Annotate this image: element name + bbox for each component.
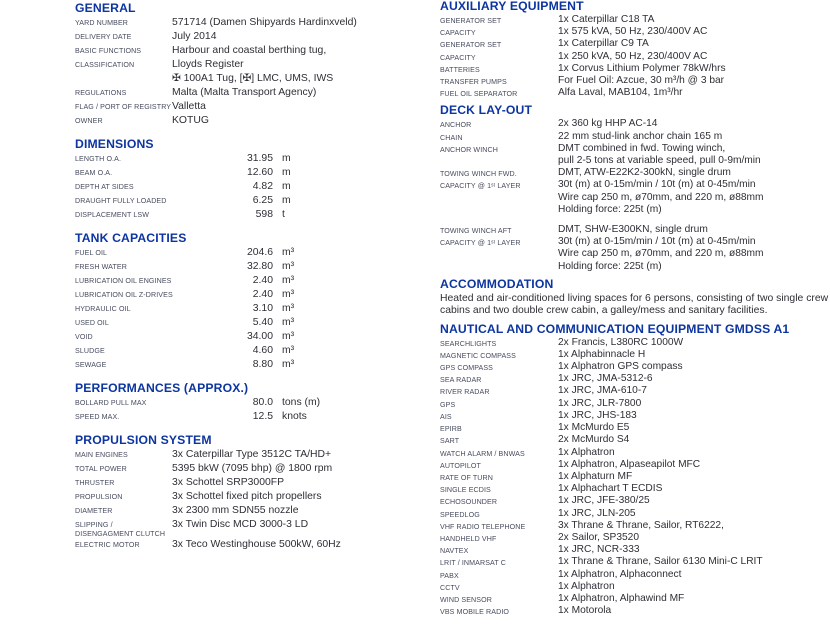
spec-row	[440, 38, 830, 50]
section-title: AUXILIARY EQUIPMENT	[440, 0, 584, 13]
spec-row	[440, 569, 830, 581]
spec-label: DRAUGHT FULLY LOADED	[75, 197, 167, 205]
spec-label: CHAIN	[440, 133, 463, 142]
spec-value	[172, 16, 431, 30]
spec-value-line: 1x Alphachart T ECDIS	[558, 483, 663, 495]
spec-value-number: 6.25	[252, 195, 273, 206]
spec-label: DISPLACEMENT LSW	[75, 211, 149, 219]
spec-value-unit: t	[282, 209, 285, 220]
spec-value-line: Alfa Laval, MAB104, 1m³/hr	[558, 87, 683, 99]
spec-row	[440, 75, 830, 87]
spec-label: EPIRB	[440, 425, 462, 434]
spec-value-line: 1x JRC, JFE-380/25	[558, 495, 650, 507]
section-tank-capacities	[75, 232, 431, 372]
spec-row	[75, 208, 431, 222]
spec-label: CAPACITY	[440, 53, 476, 62]
spec-row	[75, 504, 431, 518]
spec-label: RATE OF TURN	[440, 473, 493, 482]
spec-label: VBS MOBILE RADIO	[440, 608, 510, 617]
spec-value	[558, 179, 830, 216]
spec-value-number: 3.10	[252, 303, 273, 314]
spec-value	[172, 538, 431, 552]
spec-value	[558, 361, 830, 373]
spec-label: TRANSFER PUMPS	[440, 78, 507, 87]
spec-value	[558, 471, 830, 483]
spec-value-unit: m³	[282, 247, 295, 258]
section-propulsion-system	[75, 434, 431, 552]
spec-label: FLAG / PORT OF REGISTRY	[75, 103, 172, 111]
spec-value-line: 1x Corvus Lithium Polymer 78kW/hrs	[558, 62, 726, 74]
spec-value-line: 1x Alphatron	[558, 446, 615, 458]
spec-label: BOLLARD PULL MAX	[75, 399, 147, 407]
spec-label: SPEED MAX.	[75, 413, 120, 421]
spec-value	[558, 520, 830, 532]
spec-value-line: KOTUG	[172, 115, 209, 126]
right-column	[440, 0, 830, 622]
spec-value	[558, 349, 830, 361]
spec-row	[440, 51, 830, 63]
spec-label: ECHOSOUNDER	[440, 498, 498, 507]
spec-value-number: 4.82	[252, 181, 273, 192]
spec-value	[558, 26, 830, 38]
spec-row	[75, 302, 431, 316]
spec-value-number: 598	[255, 209, 273, 220]
spec-row	[440, 26, 830, 38]
spec-row	[75, 538, 431, 552]
left-column	[75, 0, 431, 562]
spec-row	[75, 166, 431, 180]
spec-value	[558, 434, 830, 446]
spec-label: FUEL OIL	[75, 249, 108, 257]
spec-value-unit: tons (m)	[282, 397, 321, 408]
spec-value-line: For Fuel Oil: Azcue, 30 m³/h @ 3 bar	[558, 75, 725, 87]
spec-value	[558, 75, 830, 87]
spec-value	[172, 504, 431, 518]
spec-value	[558, 532, 830, 544]
spec-value-line: Wire cap 250 m, ø70mm, and 220 m, ø88mm	[558, 191, 764, 203]
spec-value-line: 2x Francis, L380RC 1000W	[558, 336, 684, 348]
spec-value	[172, 44, 431, 58]
spec-value-line: Harbour and coastal berthing tug,	[172, 45, 327, 56]
section-dimensions	[75, 138, 431, 222]
spec-row	[440, 337, 830, 349]
spec-value-line: 1x Thrane & Thrane, Sailor 6130 Mini-C LRIT	[558, 556, 763, 568]
spec-row	[75, 194, 431, 208]
spec-value-unit: m³	[282, 359, 295, 370]
spec-value	[172, 30, 431, 44]
spec-label: CAPACITY	[440, 29, 476, 38]
spec-row	[440, 459, 830, 471]
spec-value-line: 1x Motorola	[558, 605, 612, 617]
spec-row	[440, 483, 830, 495]
spec-label: USED OIL	[75, 319, 109, 327]
spec-row	[75, 100, 431, 114]
spec-value	[558, 131, 830, 143]
spec-row	[440, 434, 830, 446]
spec-row	[75, 30, 431, 44]
spec-value	[558, 385, 830, 397]
spec-row	[440, 131, 830, 143]
spec-row	[440, 236, 830, 273]
spec-label: WATCH ALARM / BNWAS	[440, 449, 525, 458]
spec-label: LRIT / INMARSAT C	[440, 559, 506, 568]
spec-value-line: 1x 575 kVA, 50 Hz, 230/400V AC	[558, 26, 708, 38]
spec-label: ANCHOR	[440, 121, 472, 130]
spec-row	[440, 508, 830, 520]
spec-label: AUTOPILOT	[440, 461, 481, 470]
spec-value-number: 31.95	[246, 153, 273, 164]
section-title: DIMENSIONS	[75, 137, 154, 151]
spec-label: SEA RADAR	[440, 376, 482, 385]
spec-value-unit: m³	[282, 345, 295, 356]
spec-value	[558, 51, 830, 63]
spec-row	[75, 358, 431, 372]
spec-label: BASIC FUNCTIONS	[75, 47, 142, 55]
section-title: PROPULSION SYSTEM	[75, 433, 212, 447]
spec-row	[75, 448, 431, 462]
spec-value	[558, 422, 830, 434]
spec-label: GPS	[440, 400, 456, 409]
section-accommodation	[440, 278, 830, 318]
spec-value	[558, 337, 830, 349]
spec-value-line: 1x Caterpillar C9 TA	[558, 38, 649, 50]
spec-value-line: 30t (m) at 0-15m/min / 10t (m) at 0-45m/min	[558, 236, 756, 248]
spec-row	[75, 462, 431, 476]
spec-row	[440, 349, 830, 361]
spec-label: WIND SENSOR	[440, 595, 492, 604]
spec-value-line: 2x Sailor, SP3520	[558, 531, 639, 543]
spec-label: FUEL OIL SEPARATOR	[440, 90, 518, 99]
spec-value-unit: m³	[282, 261, 295, 272]
spec-label: BATTERIES	[440, 65, 480, 74]
section-performances-approx	[75, 382, 431, 424]
spec-label: DEPTH AT SIDES	[75, 183, 134, 191]
spec-row	[440, 373, 830, 385]
spec-value-line: 1x 250 kVA, 50 Hz, 230/400V AC	[558, 50, 708, 62]
spec-row	[440, 87, 830, 99]
spec-row	[440, 224, 830, 236]
spec-value	[172, 518, 431, 532]
spec-value-unit: m	[282, 167, 291, 178]
spec-value-unit: m	[282, 195, 291, 206]
spec-label: YARD NUMBER	[75, 19, 128, 27]
spec-value	[558, 495, 830, 507]
spec-value-number: 80.0	[252, 397, 273, 408]
spec-value	[172, 448, 431, 462]
spec-value-line: 22 mm stud-link anchor chain 165 m	[558, 130, 723, 142]
spec-label: GENERATOR SET	[440, 41, 502, 50]
spec-label: SINGLE ECDIS	[440, 486, 491, 495]
spec-row	[75, 58, 431, 86]
spec-value	[172, 114, 431, 128]
spec-value	[558, 224, 830, 236]
spec-label: LUBRICATION OIL Z-DRIVES	[75, 291, 173, 299]
section-nautical-and-communication-equipment-gmdss-a1	[440, 323, 830, 618]
spec-value-line: 1x Alphatron, Alphawind MF	[558, 592, 685, 604]
spec-value	[558, 373, 830, 385]
spec-row	[75, 152, 431, 166]
spec-value-line: 1x JRC, JLN-205	[558, 507, 636, 519]
spec-value	[172, 490, 431, 504]
spec-value	[172, 462, 431, 476]
spec-value-number: 204.6	[246, 247, 273, 258]
spec-label: PROPULSION	[75, 493, 123, 501]
spec-value-line: 3x Schottel SRP3000FP	[172, 477, 285, 488]
spec-value-unit: m	[282, 153, 291, 164]
spec-label: TOWING WINCH AFT	[440, 227, 512, 236]
spec-label: PABX	[440, 571, 459, 580]
spec-label: NAVTEX	[440, 547, 469, 556]
spec-row	[440, 556, 830, 568]
spec-row	[75, 16, 431, 30]
spec-row	[75, 44, 431, 58]
spec-label: MAGNETIC COMPASS	[440, 351, 516, 360]
spec-label: CAPACITY @ 1ˢᵗ LAYER	[440, 182, 521, 191]
spec-value	[558, 87, 830, 99]
spec-value-unit: m³	[282, 331, 295, 342]
spec-value	[558, 556, 830, 568]
spec-value-line: DMT combined in fwd. Towing winch,	[558, 142, 726, 154]
spec-label: HANDHELD VHF	[440, 534, 497, 543]
spec-label: CCTV	[440, 583, 460, 592]
section-title: ACCOMMODATION	[440, 276, 554, 291]
spec-value-line: 1x Alphatron GPS compass	[558, 361, 683, 373]
spec-value	[558, 38, 830, 50]
spec-value-line: Wire cap 250 m, ø70mm, and 220 m, ø88mm	[558, 248, 764, 260]
spec-row	[75, 246, 431, 260]
spec-label: SLIPPING / DISENGAGMENT CLUTCH	[75, 521, 166, 538]
spec-value	[172, 58, 431, 86]
spec-value-line: pull 2-5 tons at variable speed, pull 0-9m/min	[558, 155, 761, 167]
spec-row	[440, 179, 830, 216]
spec-label: TOWING WINCH FWD.	[440, 170, 517, 179]
spec-value-line: 3x Teco Westinghouse 500kW, 60Hz	[172, 539, 341, 551]
spec-value-unit: m³	[282, 275, 295, 286]
spec-label: TOTAL POWER	[75, 465, 127, 473]
spec-value	[558, 605, 830, 617]
spec-value-line: 3x Twin Disc MCD 3000-3 LD	[172, 519, 309, 530]
spec-value-line: 1x JRC, NCR-333	[558, 544, 640, 556]
spec-value	[172, 86, 431, 100]
spec-value-number: 12.60	[246, 167, 273, 178]
spec-label: HYDRAULIC OIL	[75, 305, 131, 313]
spec-label: BEAM O.A.	[75, 169, 113, 177]
spec-value	[558, 593, 830, 605]
spec-value-line: 2x McMurdo S4	[558, 434, 630, 446]
spec-row	[440, 447, 830, 459]
section-title: GENERAL	[75, 1, 136, 15]
spec-row	[440, 495, 830, 507]
spec-value-line: Lloyds Register	[172, 59, 244, 70]
spec-value-line: 571714 (Damen Shipyards Hardinxveld)	[172, 17, 357, 28]
spec-value-line: 3x Caterpillar Type 3512C TA/HD+	[172, 449, 332, 460]
spec-label: SART	[440, 437, 460, 446]
spec-row	[440, 14, 830, 26]
spec-value-unit: m	[282, 181, 291, 192]
spec-label: DIAMETER	[75, 507, 113, 515]
spec-value-line: Holding force: 225t (m)	[558, 203, 662, 215]
spec-value	[558, 118, 830, 130]
spec-row	[440, 143, 830, 167]
spec-row	[75, 344, 431, 358]
spec-label: ANCHOR WINCH	[440, 145, 498, 154]
spec-label: SLUDGE	[75, 347, 105, 355]
spec-value-line: 1x JRC, JMA-5312-6	[558, 373, 653, 385]
spec-value-number: 8.80	[252, 359, 273, 370]
spec-value	[558, 447, 830, 459]
spec-value-number: 2.40	[252, 289, 273, 300]
spec-row	[440, 167, 830, 179]
spec-value-line: Malta (Malta Transport Agency)	[172, 87, 317, 98]
spec-value	[558, 410, 830, 422]
spec-value	[558, 483, 830, 495]
spec-row	[75, 260, 431, 274]
spec-row	[440, 361, 830, 373]
spec-value-line: 1x Alphatron, Alpaseapilot MFC	[558, 458, 701, 470]
spec-value-line: DMT, SHW-E300KN, single drum	[558, 224, 708, 236]
spec-row	[440, 544, 830, 556]
spec-row	[440, 118, 830, 130]
spec-value	[558, 398, 830, 410]
spec-row	[75, 274, 431, 288]
spec-row	[440, 581, 830, 593]
spec-row	[75, 86, 431, 100]
spec-value-unit: m³	[282, 303, 295, 314]
spec-value-line: 1x Caterpillar C18 TA	[558, 14, 655, 25]
spec-value	[558, 459, 830, 471]
spec-value-line: 1x Alphaturn MF	[558, 470, 633, 482]
spec-row	[75, 490, 431, 504]
spec-value-line: 1x McMurdo E5	[558, 422, 630, 434]
spec-label: MAIN ENGINES	[75, 451, 128, 459]
spec-label: ELECTRIC MOTOR	[75, 541, 140, 550]
spec-row	[75, 476, 431, 490]
spec-value-number: 5.40	[252, 317, 273, 328]
section-title: DECK LAY-OUT	[440, 103, 533, 118]
spec-label: THRUSTER	[75, 479, 115, 487]
spec-label: GENERATOR SET	[440, 17, 502, 25]
spec-label: LUBRICATION OIL ENGINES	[75, 277, 172, 285]
spec-row	[440, 532, 830, 544]
spec-value-unit: knots	[282, 411, 307, 422]
spec-value-number: 2.40	[252, 275, 273, 286]
spec-value	[558, 544, 830, 556]
spec-row	[75, 396, 431, 410]
spec-value-line: 1x Alphatron, Alphaconnect	[558, 568, 682, 580]
spec-value-line: 1x Alphabinnacle H	[558, 348, 646, 360]
spec-row	[75, 518, 431, 538]
spec-row	[440, 63, 830, 75]
spec-value-line: 1x JRC, JLR-7800	[558, 397, 642, 409]
spec-value-number: 12.5	[252, 411, 273, 422]
spec-label: VOID	[75, 333, 93, 341]
spec-value	[172, 476, 431, 490]
spec-row	[440, 385, 830, 397]
spec-value-unit: m³	[282, 317, 295, 328]
spec-label: VHF RADIO TELEPHONE	[440, 522, 526, 531]
section-title: TANK CAPACITIES	[75, 231, 187, 245]
spec-value	[558, 63, 830, 75]
spec-row	[440, 605, 830, 617]
spec-value-line: 3x 2300 mm SDN55 nozzle	[172, 505, 299, 516]
spec-label: GPS COMPASS	[440, 364, 494, 373]
spec-value-line: 1x JRC, JHS-183	[558, 409, 637, 421]
section-title: PERFORMANCES (APPROX.)	[75, 381, 249, 395]
spec-value	[558, 143, 830, 167]
spec-value	[558, 581, 830, 593]
spec-value-line: 3x Schottel fixed pitch propellers	[172, 491, 322, 502]
spec-value-line: 1x Alphatron	[558, 580, 615, 592]
spec-row	[440, 520, 830, 532]
spec-value-line: 3x Thrane & Thrane, Sailor, RT6222,	[558, 519, 724, 531]
spec-label: SPEEDLOG	[440, 510, 480, 519]
spec-row	[75, 316, 431, 330]
section-paragraph: Heated and air-conditioned living spaces for 6 persons, consisting of two single crew cabins and two double crew cabin, a galley/mess and sanitary facilities.	[440, 292, 829, 317]
section-title: NAUTICAL AND COMMUNICATION EQUIPMENT GMDSS A1	[440, 321, 790, 336]
spec-row	[440, 471, 830, 483]
section-deck-lay-out	[440, 104, 830, 272]
section-auxiliary-equipment	[440, 0, 830, 99]
spec-value-line: ✠ 100A1 Tug, [✠] LMC, UMS, IWS	[172, 73, 334, 84]
spec-value	[172, 100, 431, 114]
spec-label: SEWAGE	[75, 361, 107, 369]
spec-value	[558, 167, 830, 179]
spec-label: CLASSIFICATION	[75, 61, 135, 69]
spec-value-line: Valletta	[172, 101, 206, 112]
spec-row	[75, 114, 431, 128]
spec-row	[440, 593, 830, 605]
spec-row	[75, 288, 431, 302]
spec-value-line: 1x JRC, JMA-610-7	[558, 385, 647, 397]
spec-row	[440, 398, 830, 410]
spec-label: OWNER	[75, 117, 103, 125]
spec-label: AIS	[440, 412, 452, 421]
spec-value	[558, 236, 830, 273]
spec-label: DELIVERY DATE	[75, 33, 132, 41]
spec-value	[558, 569, 830, 581]
spec-value-line: Holding force: 225t (m)	[558, 260, 662, 272]
section-general	[75, 2, 431, 128]
spec-label: LENGTH O.A.	[75, 155, 122, 163]
spec-row	[75, 410, 431, 424]
spec-label: SEARCHLIGHTS	[440, 339, 497, 348]
spec-value-line: 30t (m) at 0-15m/min / 10t (m) at 0-45m/min	[558, 179, 756, 191]
spec-row	[440, 422, 830, 434]
spec-label: FRESH WATER	[75, 263, 127, 271]
spec-value-line: 5395 bkW (7095 bhp) @ 1800 rpm	[172, 463, 333, 474]
spec-value-line: July 2014	[172, 31, 217, 42]
spec-label: RIVER RADAR	[440, 388, 490, 397]
spec-value-number: 34.00	[246, 331, 273, 342]
spec-value-line: 2x 360 kg HHP AC-14	[558, 118, 658, 130]
spec-row	[75, 180, 431, 194]
spec-value	[558, 14, 830, 26]
spec-label: CAPACITY @ 1ˢᵗ LAYER	[440, 239, 521, 248]
spec-label: REGULATIONS	[75, 89, 127, 97]
spec-value	[558, 508, 830, 520]
spec-value-unit: m³	[282, 289, 295, 300]
spec-value-number: 32.80	[246, 261, 273, 272]
spec-value-number: 4.60	[252, 345, 273, 356]
spec-row	[75, 330, 431, 344]
spec-row	[440, 410, 830, 422]
spec-value-line: DMT, ATW-E22K2-300kN, single drum	[558, 167, 731, 179]
